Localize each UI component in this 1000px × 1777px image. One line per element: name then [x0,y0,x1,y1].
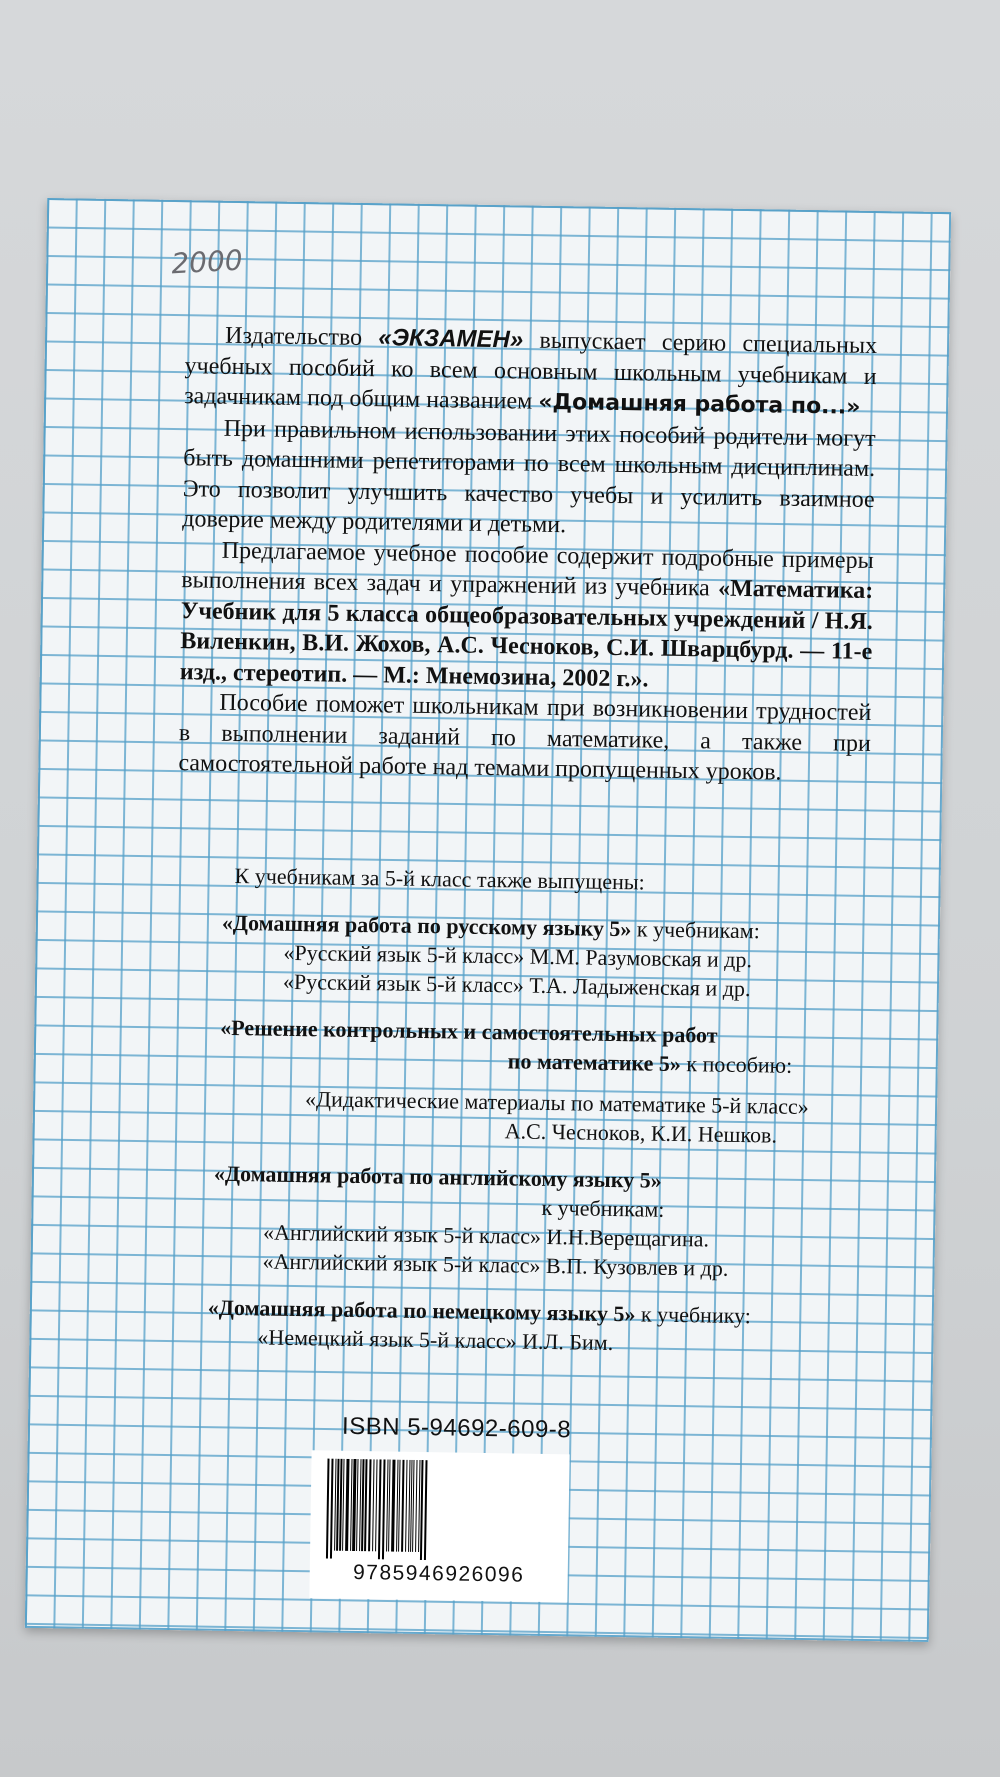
series-name: «Домашняя работа по...» [538,389,861,420]
math-book-2: А.С. Чесноков, К.И. Нешков. [504,1118,778,1148]
barcode-bar [408,1460,410,1552]
barcode-bars [324,1459,528,1562]
barcode-bar [350,1459,352,1551]
book-back-cover [25,198,951,1642]
publisher-name: «ЭКЗАМЕН» [378,324,524,354]
barcode-bar [330,1459,334,1559]
list-item-russian: «Домашняя работа по русскому языку 5» к учебникам: [221,909,761,944]
barcode-bar [398,1460,400,1552]
barcode-bar [352,1459,356,1551]
russian-book-2: «Русский язык 5-й класс» Т.А. Ладыженская и др. [282,968,751,1002]
barcode-bar [388,1460,390,1552]
list-item-math-title-2: по математике 5» к пособию: [507,1048,793,1078]
barcode-number: 9785946926096 [352,1560,525,1587]
barcode-bar [372,1459,374,1551]
barcode-bar [375,1459,377,1551]
barcode [309,1450,569,1602]
barcode-bar [396,1460,398,1552]
barcode-bar [412,1460,414,1552]
barcode-bar [405,1460,407,1552]
barcode-bar [382,1459,386,1559]
math-book-1: «Дидактические материалы по математике 5-й класс» [304,1086,809,1120]
english-suffix: к учебникам: [541,1194,665,1222]
german-book-1: «Немецкий язык 5-й класс» И.Л. Бим. [257,1324,614,1356]
barcode-bar [342,1459,344,1551]
barcode-bar [415,1460,417,1552]
list-item-german: «Домашняя работа по немецкому языку 5» к учебнику: [207,1294,752,1329]
barcode-bar [364,1459,367,1551]
barcode-bar [401,1460,404,1552]
intro-paragraph-3: Предлагаемое учебное пособие содержит подробные примеры выполнения всех задач и упражнений из учебника «Математика: Учебник для 5 класса общеобразовательных учреждений / Н.Я. Виленкин, В.И. Жохов, А.С. Чесноков, С.И. Шварцбурд. — 11-е изд., стереотип. — М.: Мнемозина, 2002 г.». [179,537,874,692]
barcode-bar [336,1459,339,1551]
intro-paragraph-4: Пособие поможет школьникам при возникновении трудностей в выполнении заданий по математике, а также при самостоятельной работе над темами пропущенных уроков. [178,689,872,786]
barcode-bar [386,1459,388,1551]
english-book-2: «Английский язык 5-й класс» В.П. Кузовлев и др. [262,1248,729,1281]
barcode-bar [361,1459,364,1551]
intro-text [178,320,877,789]
barcode-bar [368,1459,371,1551]
list-item-math-title: «Решение контрольных и самостоятельных работ [220,1014,718,1048]
isbn-text: ISBN 5-94692-609-8 [341,1412,572,1444]
barcode-bar [326,1459,330,1559]
intro-paragraph-2: При правильном использовании этих пособий родители могут быть домашними репетиторами по всем школьным дисциплинам. Это позволит улучшить качество учебы и усилить взаимное доверие между родителями и детьми. [182,415,876,539]
english-book-1: «Английский язык 5-й класс» И.Н.Верещагина. [262,1219,710,1252]
handwritten-note: 2000 [170,243,244,281]
source-textbook: «Математика: Учебник для 5 класса общеобразовательных учреждений / Н.Я. Виленкин, В.И. Жохов, А.С. Чесноков, С.И. Шварцбурд. — 11-е изд., стереотип. — М.: Мнемозина, 2002 г.». [179,575,874,692]
list-item-english: «Домашняя работа по английскому языку 5» [213,1160,662,1193]
barcode-bar [420,1460,424,1560]
barcode-bar [424,1460,428,1560]
also-published-list [149,860,877,1361]
isbn-block [309,1412,571,1602]
intro-paragraph-1: Издательство «ЭКЗАМЕН» выпускает серию специальных учебных пособий ко всем основным школьным учебникам и задачникам под общим названием «Домашняя работа по...» [183,322,878,420]
barcode-bar [391,1460,395,1552]
russian-book-1: «Русский язык 5-й класс» М.М. Разумовская и др. [283,939,753,973]
barcode-bar [378,1459,382,1559]
barcode-bar [345,1459,349,1551]
barcode-bar [339,1459,342,1551]
barcode-bar [410,1460,412,1552]
barcode-bar [356,1459,358,1551]
barcode-bar [418,1460,420,1552]
barcode-bar [334,1459,336,1551]
also-published-heading: К учебникам за 5-й класс также выпущены: [234,863,645,895]
barcode-bar [359,1459,361,1551]
